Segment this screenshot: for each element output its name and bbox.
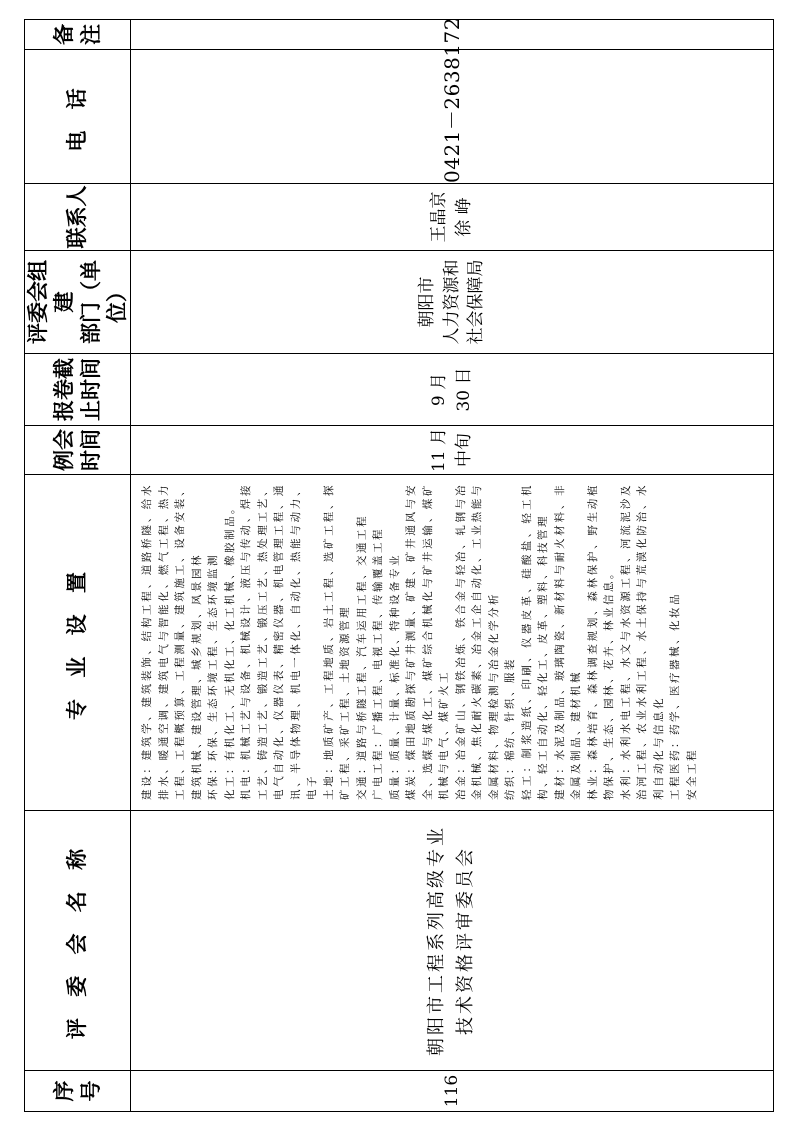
header-meeting-time-line1: 例会 <box>52 429 77 471</box>
major-item: 轻工：制浆造纸、印刷、仪器皮革、硅酸盐、轻工机构、轻工自动化、轻化工、皮革、塑料、科技管理 <box>520 483 549 800</box>
major-item: 建材：水泥及制品、玻璃陶瓷、新材料与耐火材料、非金属及制品、建材机械 <box>553 483 582 800</box>
cell-deadline <box>131 354 774 426</box>
header-deadline-line1: 报卷截 <box>52 358 77 421</box>
cell-meeting-time <box>131 426 774 475</box>
meeting-time-line1: 11 月 <box>429 427 450 473</box>
major-item: 土地：地质矿产、工程地质、岩土工程、选矿工程、探矿工程、采矿工程、土地资源管理 <box>322 483 351 800</box>
major-item: 纺织：棉纺、针织、服装 <box>504 657 516 800</box>
header-majors <box>25 475 131 811</box>
contact-line1: 王晶京 <box>429 191 450 243</box>
meeting-time-line2: 中旬 <box>454 433 474 467</box>
header-org-dept-line2: 部门（单位） <box>78 260 129 344</box>
header-deadline-line2: 止时间 <box>78 358 103 421</box>
header-seq-label: 序号 <box>52 1080 103 1102</box>
committee-name-line1: 朝阳市工程系列高级专业 <box>426 825 448 1056</box>
header-remark-line1: 备 <box>52 24 77 45</box>
committee-name-line2: 技术资格评审委员会 <box>455 846 476 1035</box>
header-seq <box>25 1071 131 1112</box>
rotated-landscape-table <box>24 17 774 1112</box>
contact-line2: 徐 峥 <box>454 197 474 237</box>
header-org-dept <box>25 251 131 354</box>
cell-org-dept <box>131 251 774 354</box>
header-majors-label: 专 业 设 置 <box>65 565 90 720</box>
major-item: 交通：道路与桥隧工程、汽车运用工程、交通工程 <box>355 514 368 800</box>
header-contact-label: 联系人 <box>65 185 90 249</box>
org-dept-line1: 朝阳市 <box>417 276 438 328</box>
header-deadline <box>25 354 131 426</box>
major-item: 化工：有机化工、无机化工、化工机械、橡胶制品。 <box>223 501 236 800</box>
header-org-dept-line1: 评委会组建 <box>26 260 77 344</box>
phone-value: 0421－2638172 <box>439 17 464 183</box>
seq-value: 116 <box>441 1074 462 1108</box>
header-contact <box>25 184 131 251</box>
major-item: 林业：森林培育、森林调查规划、森林保护、野生动植物保护、生态、园林、花卉、林业信息。 <box>586 483 615 800</box>
header-row <box>25 20 131 1112</box>
major-item: 质量：质量、计量、标准化、特种设备专业 <box>388 553 401 800</box>
cell-majors <box>131 475 774 811</box>
major-item: 冶金：冶金矿山、钢铁冶炼、铁合金与轻冶、轧钢与冶金机械、焦化耐火碳素、冶金工企自动化、工业热能与金属材料、物理检测与冶金化学分析 <box>454 483 500 800</box>
major-item: 煤炭：煤田地质勘探与矿井测量、矿建、矿井通风与安全、选煤与煤化工、煤矿综合机械化与矿井运输、煤矿机械与电气、煤矿火工 <box>405 483 450 800</box>
header-meeting-time <box>25 426 131 475</box>
cell-phone <box>131 17 774 184</box>
committee-table <box>24 19 774 1112</box>
major-item: 建设：建筑学、建筑装饰、结构工程、道路桥隧、给水排水、暖通空调、建筑电气与智能化、燃气工程、热力工程、工程概预算、工程测量、建筑施工、设备安装、建筑机械、建设管理、城乡规划、风景园林 <box>141 483 203 800</box>
header-remark-line2: 注 <box>78 24 103 45</box>
org-dept-line2: 人力资源和 <box>441 259 462 345</box>
cell-committee-name <box>131 811 774 1071</box>
major-item: 工程医药：药学、医疗器械、化妆品 <box>669 592 681 800</box>
header-committee-name <box>25 811 131 1071</box>
cell-contact <box>131 184 774 251</box>
major-item: 水利：水利水电工程、水文与水资源工程、河流泥沙及治河工程、农业水利工程、水土保持与荒漠化防治、水利自动化与信息化 <box>619 483 665 800</box>
major-item: 机电：机械工艺与设备、机械设计、液压与传动、焊接工艺、铸造工艺、锻造工艺、锻压工艺、热处理工艺、电气自动化、仪器仪表、精密仪器、机电管理工程、通讯、半导体物理、机电一体化、自动化、热能与动力、电子 <box>240 483 318 800</box>
major-item: 环保：环保、生态环境工程、生态环境监测 <box>207 553 219 800</box>
header-committee-name-label: 评 委 会 名 称 <box>65 841 90 1040</box>
cell-seq <box>131 1071 774 1112</box>
table-row <box>131 20 774 1112</box>
header-meeting-time-line2: 时间 <box>78 429 103 471</box>
header-phone <box>25 50 131 184</box>
deadline-line2: 30 日 <box>454 367 474 412</box>
header-remark <box>25 20 131 50</box>
org-dept-line3: 社会保障局 <box>466 259 487 345</box>
header-phone-label: 电 话 <box>65 81 90 152</box>
document-sheet <box>24 17 774 1112</box>
deadline-line1: 9 月 <box>429 372 450 407</box>
major-item: 安全工程 <box>685 748 698 800</box>
major-item: 广电工程：广播工程、电视工程、传输覆盖工程 <box>372 527 384 800</box>
